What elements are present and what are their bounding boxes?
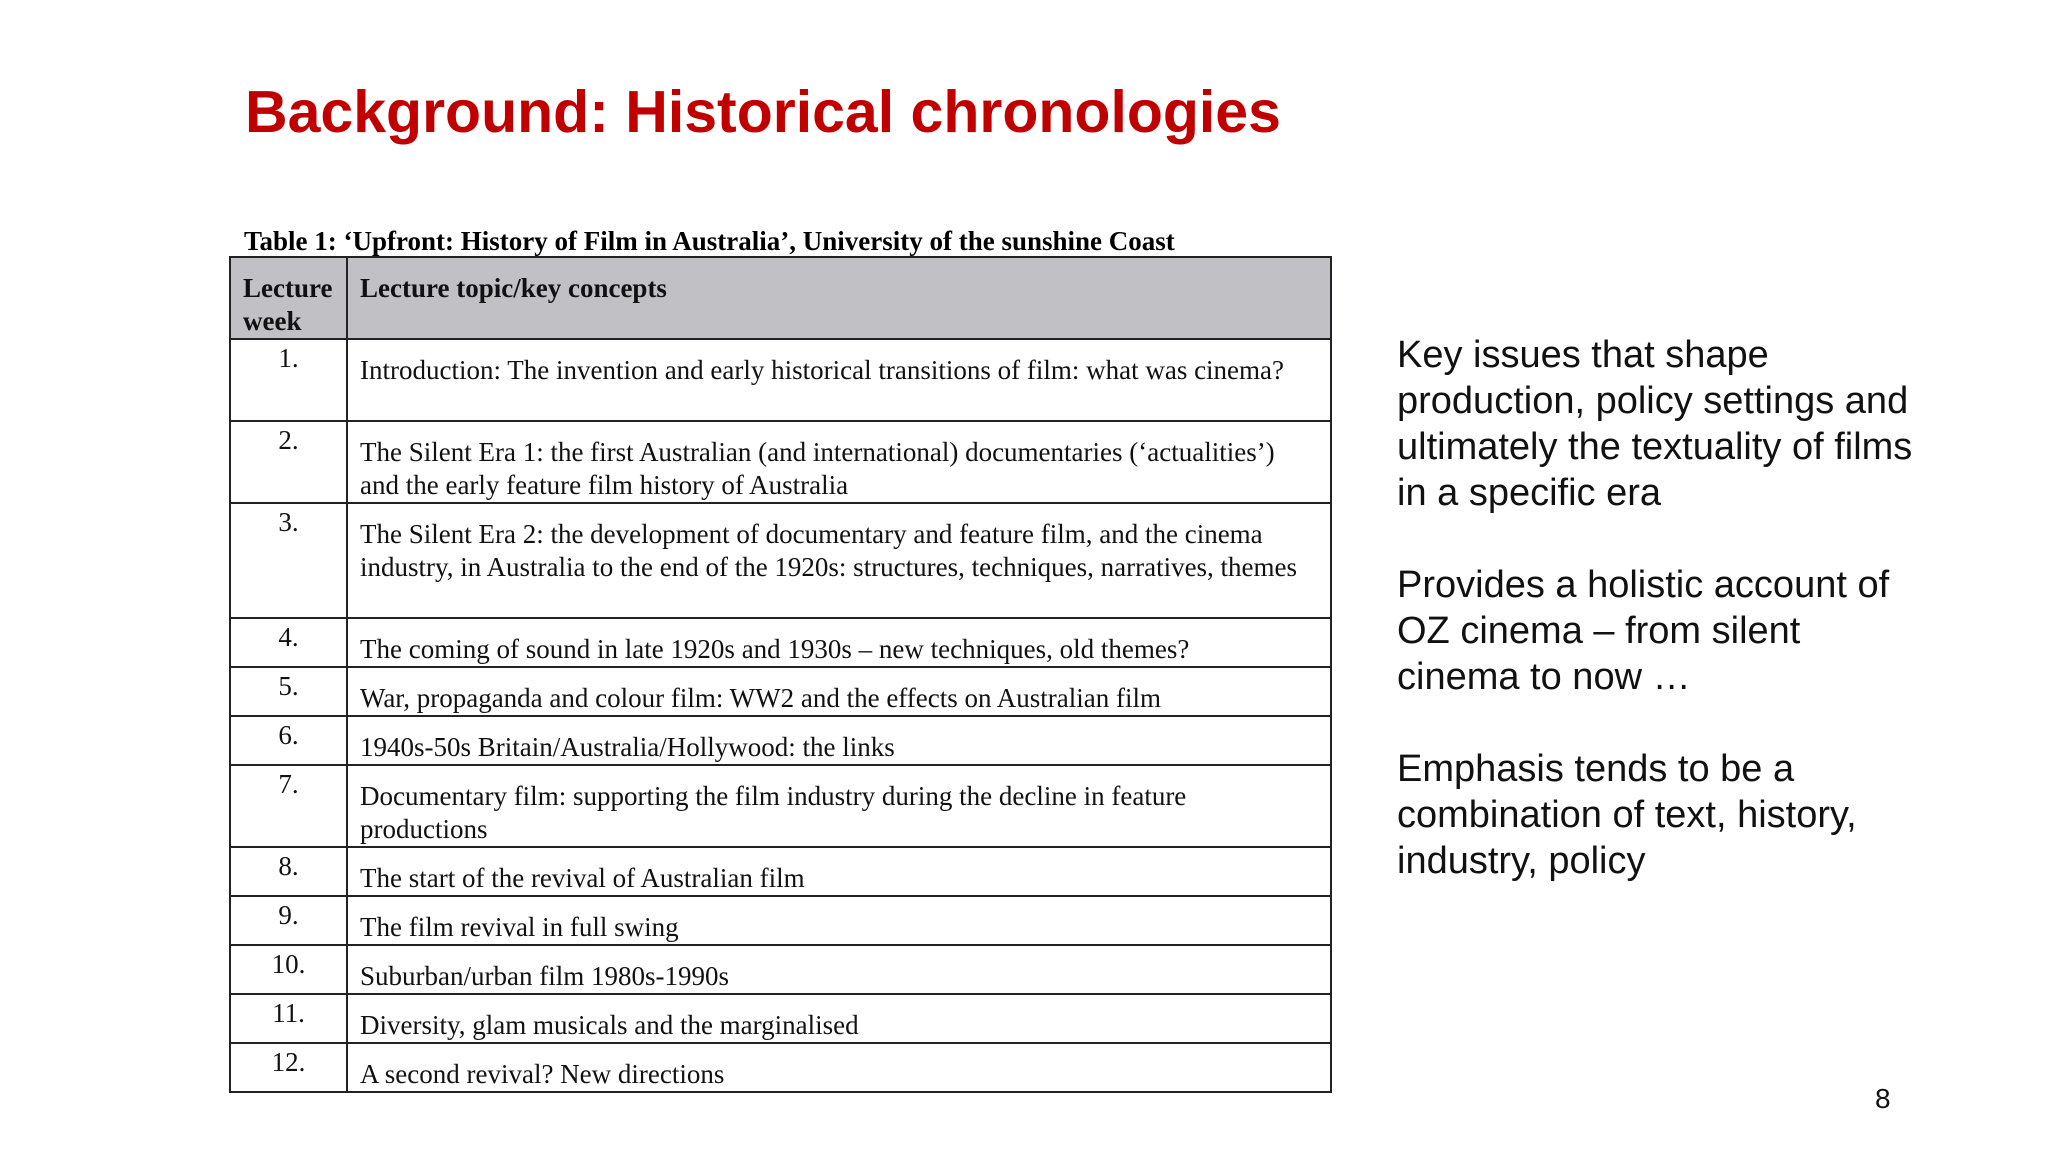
header-lecture-topic: Lecture topic/key concepts [347, 257, 1331, 339]
slide-title: Background: Historical chronologies [245, 79, 1281, 145]
page-number: 8 [1875, 1083, 1891, 1114]
week-cell: 2. [230, 421, 347, 503]
topic-cell: The film revival in full swing [347, 896, 1331, 945]
week-cell: 9. [230, 896, 347, 945]
table-row [230, 421, 1331, 503]
topic-cell: Diversity, glam musicals and the marginalised [347, 994, 1331, 1043]
side-notes [1397, 332, 1917, 930]
table-caption: Table 1: ‘Upfront: History of Film in Australia’, University of the sunshine Coast [244, 226, 1175, 256]
table-row [230, 765, 1331, 847]
topic-cell: The start of the revival of Australian film [347, 847, 1331, 896]
table-row [230, 339, 1331, 421]
table-row [230, 716, 1331, 765]
week-cell: 10. [230, 945, 347, 994]
week-cell: 5. [230, 667, 347, 716]
note-key-issues: Key issues that shape production, policy settings and ultimately the textuality of films in a specific era [1397, 334, 1913, 514]
week-cell: 11. [230, 994, 347, 1043]
topic-cell: The Silent Era 2: the development of documentary and feature film, and the cinema industry, in Australia to the end of the 1920s: structures, techniques, narratives, themes [347, 503, 1331, 618]
lecture-schedule-table [229, 256, 1332, 1093]
note-emphasis: Emphasis tends to be a combination of text, history, industry, policy [1397, 748, 1857, 882]
table-row [230, 847, 1331, 896]
week-cell: 1. [230, 339, 347, 421]
table-row [230, 945, 1331, 994]
table-row [230, 994, 1331, 1043]
table-header-row [230, 257, 1331, 339]
topic-cell: The Silent Era 1: the first Australian (and international) documentaries (‘actualities’) and the early feature film history of Australia [347, 421, 1331, 503]
table-row [230, 896, 1331, 945]
topic-cell: Suburban/urban film 1980s-1990s [347, 945, 1331, 994]
topic-cell: Introduction: The invention and early historical transitions of film: what was cinema? [347, 339, 1331, 421]
header-lecture-week: Lecture week [230, 257, 347, 339]
week-cell: 12. [230, 1043, 347, 1092]
week-cell: 3. [230, 503, 347, 618]
topic-cell: The coming of sound in late 1920s and 1930s – new techniques, old themes? [347, 618, 1331, 667]
topic-cell: Documentary film: supporting the film industry during the decline in feature productions [347, 765, 1331, 847]
topic-cell: War, propaganda and colour film: WW2 and the effects on Australian film [347, 667, 1331, 716]
week-cell: 8. [230, 847, 347, 896]
table-row [230, 1043, 1331, 1092]
note-holistic-account: Provides a holistic account of OZ cinema – from silent cinema to now … [1397, 564, 1890, 698]
table-row [230, 503, 1331, 618]
week-cell: 6. [230, 716, 347, 765]
topic-cell: 1940s-50s Britain/Australia/Hollywood: the links [347, 716, 1331, 765]
table-row [230, 618, 1331, 667]
week-cell: 4. [230, 618, 347, 667]
week-cell: 7. [230, 765, 347, 847]
topic-cell: A second revival? New directions [347, 1043, 1331, 1092]
table-row [230, 667, 1331, 716]
